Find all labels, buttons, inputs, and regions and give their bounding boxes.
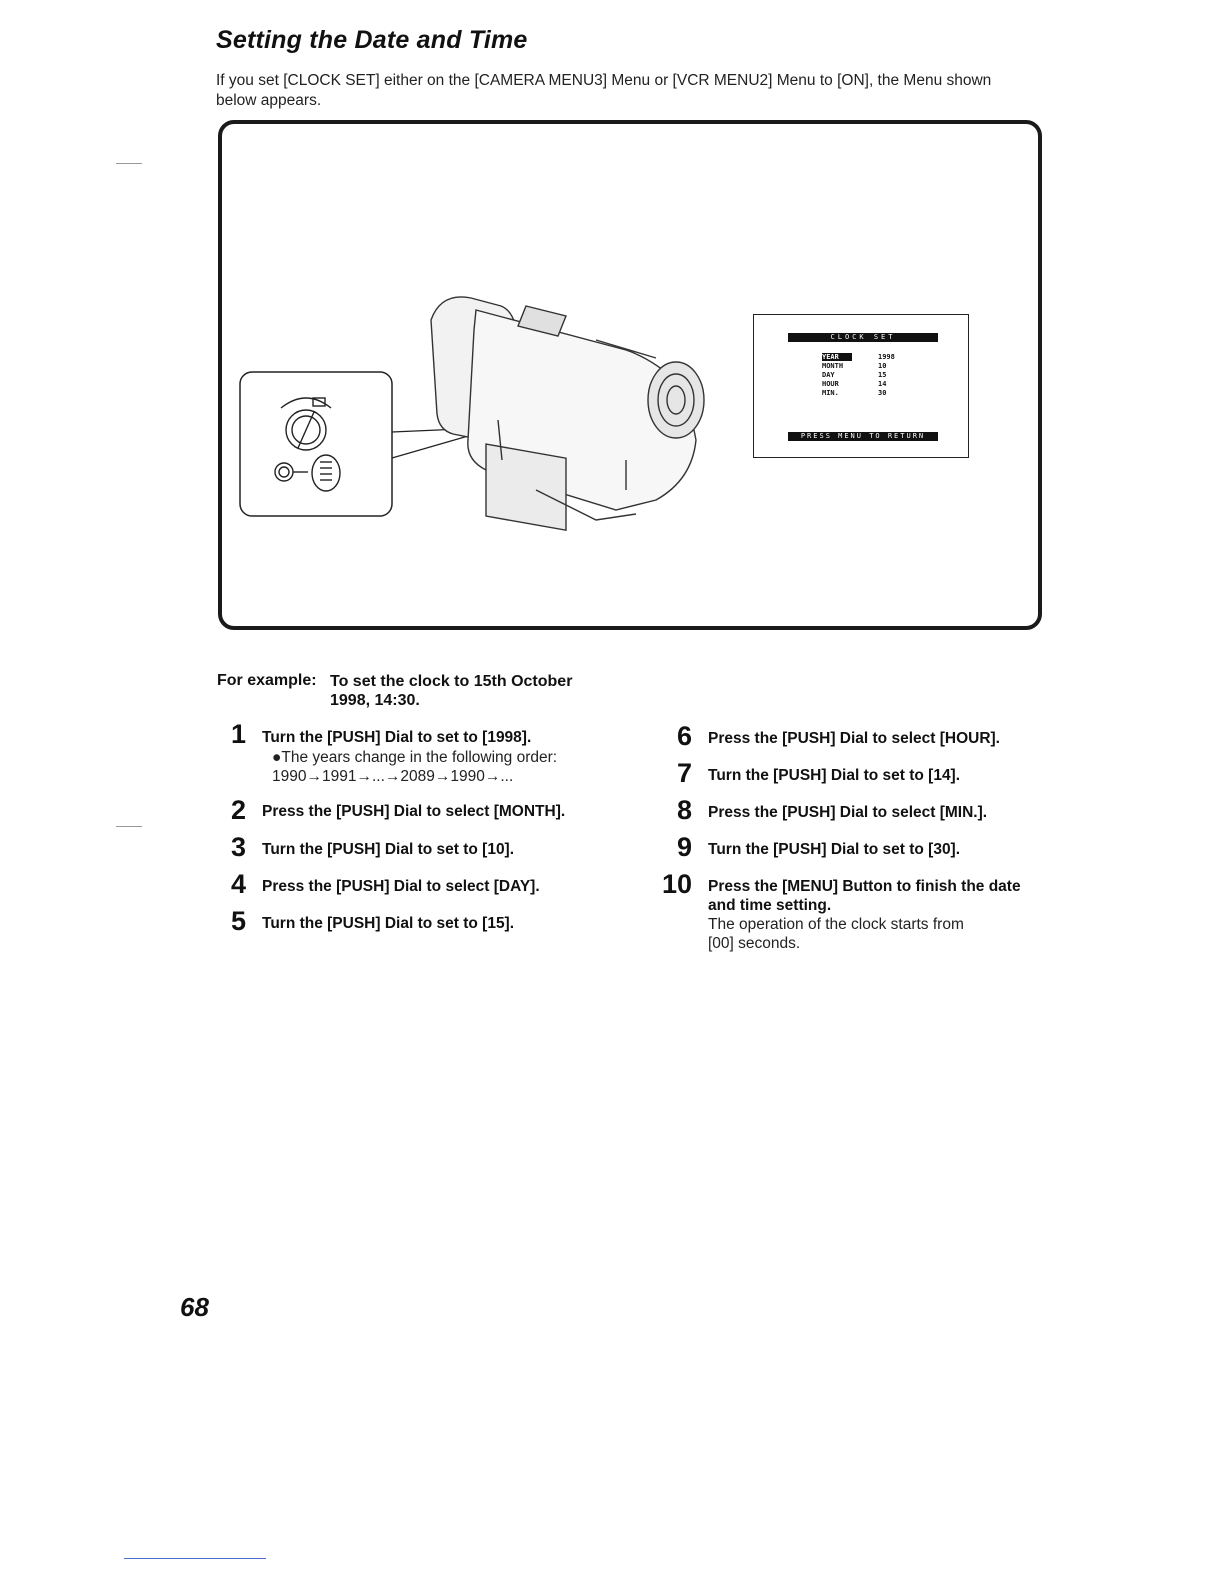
clock-set-osd [753, 314, 969, 458]
step-number: 8 [676, 795, 692, 825]
step-text: Press the [PUSH] Dial to select [HOUR]. [708, 730, 1000, 747]
step-text: Turn the [PUSH] Dial to set to [1998]. [262, 729, 532, 746]
step-text: Press the [MENU] Button to finish the date [708, 878, 1021, 895]
step-number: 7 [676, 758, 692, 788]
osd-row-year: YEAR 1998 [822, 353, 895, 361]
margin-mark-top [116, 163, 142, 164]
step-text: Press the [PUSH] Dial to select [DAY]. [262, 878, 540, 895]
step-number: 3 [230, 832, 246, 862]
step-number: 1 [230, 719, 246, 749]
example-label: For example: [217, 672, 317, 689]
intro-paragraph: If you set [CLOCK SET] either on the [CAMERA MENU3] Menu or [VCR MENU2] Menu to [ON], the Menu shown below appears. [216, 72, 992, 109]
step-text: Press the [PUSH] Dial to select [MONTH]. [262, 803, 566, 820]
footer-divider [124, 1558, 266, 1559]
camcorder-body-icon [431, 297, 704, 530]
step-number: 5 [230, 906, 246, 936]
step-note: 1990→1991→...→2089→1990→... [272, 768, 514, 785]
page-number: 68 [180, 1292, 209, 1322]
page-title: Setting the Date and Time [216, 26, 528, 54]
osd-row-hour: HOUR 14 [822, 380, 887, 388]
step-number: 9 [676, 832, 692, 862]
example-text: To set the clock to 15th October 1998, 14:30. [330, 673, 573, 709]
step-text: and time setting. [708, 897, 832, 914]
step-note: ●The years change in the following order: [272, 749, 558, 766]
step-note: The operation of the clock starts from [708, 916, 964, 933]
margin-mark-bottom [116, 826, 142, 827]
osd-footer: PRESS MENU TO RETURN [788, 432, 938, 441]
osd-title: CLOCK SET [788, 333, 938, 342]
step-number: 10 [661, 869, 692, 899]
osd-row-min: MIN. 30 [822, 389, 887, 397]
step-note: [00] seconds. [708, 935, 801, 952]
step-text: Turn the [PUSH] Dial to set to [30]. [708, 841, 961, 858]
step-text: Turn the [PUSH] Dial to set to [15]. [262, 915, 515, 932]
step-number: 2 [230, 795, 246, 825]
osd-row-month: MONTH 10 [822, 362, 887, 370]
camcorder-illustration [236, 280, 716, 540]
step-text: Press the [PUSH] Dial to select [MIN.]. [708, 804, 988, 821]
osd-row-day: DAY 15 [822, 371, 887, 379]
step-number: 4 [230, 869, 246, 899]
step-number: 6 [676, 721, 692, 751]
step-text: Turn the [PUSH] Dial to set to [10]. [262, 841, 515, 858]
step-text: Turn the [PUSH] Dial to set to [14]. [708, 767, 961, 784]
